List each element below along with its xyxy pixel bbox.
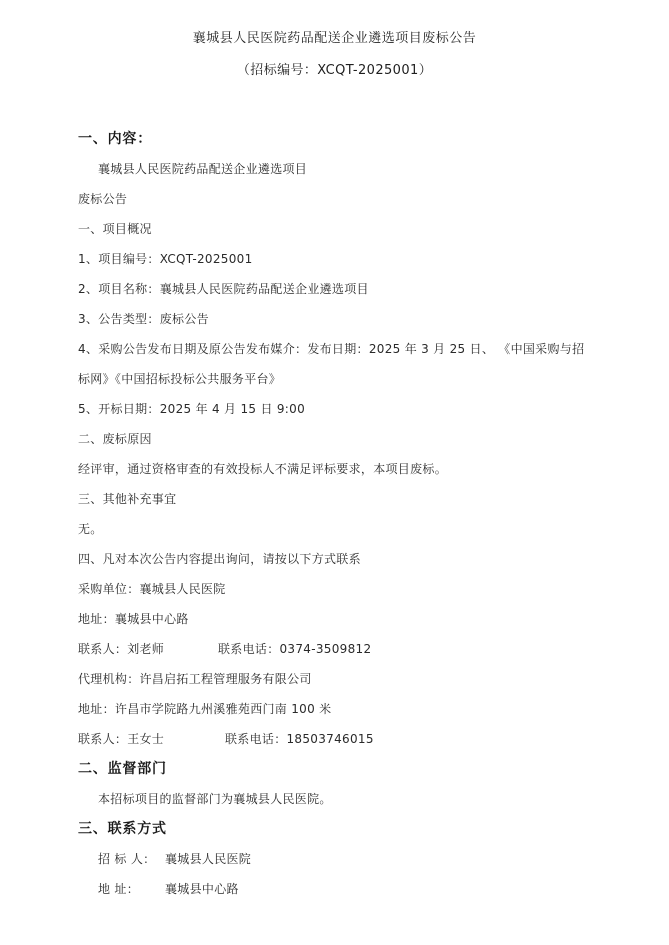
other-matters-text: 无。 — [78, 522, 103, 536]
bid-number-subtitle: （招标编号：XCQT-2025001） — [236, 63, 433, 78]
section-heading-supervision: 二、监督部门 — [78, 761, 167, 777]
section-heading-contact-info: 三、联系方式 — [78, 821, 167, 837]
agency-address-line: 地址：许昌市学院路九州溪雅苑西门南 100 米 — [78, 702, 332, 716]
publish-date-item-line2: 标网》《中国招标投标公共服务平台》 — [78, 372, 282, 386]
opening-date-item: 5、开标日期：2025 年 4 月 15 日 9:00 — [78, 402, 306, 416]
reason-text: 经评审，通过资格审查的有效投标人不满足评标要求，本项目废标。 — [78, 462, 448, 476]
purchaser-contact-person: 联系人：刘老师 — [78, 642, 165, 656]
agency-contact-person: 联系人：王女士 — [78, 732, 165, 746]
project-number-item: 1、项目编号：XCQT-2025001 — [78, 252, 253, 266]
document-title: 襄城县人民医院药品配送企业遴选项目废标公告 — [192, 31, 477, 46]
purchaser-address-line: 地址：襄城县中心路 — [78, 612, 189, 626]
purchaser-phone: 联系电话：0374-3509812 — [218, 642, 372, 656]
announcement-type-line: 废标公告 — [78, 192, 128, 206]
bidder-label: 招 标 人： — [98, 852, 156, 866]
announcement-type-item: 3、公告类型：废标公告 — [78, 312, 209, 326]
section-heading-content: 一、内容： — [78, 131, 152, 147]
address-label: 地 址： — [98, 882, 140, 896]
purchaser-line: 采购单位：襄城县人民医院 — [78, 582, 226, 596]
project-name-line: 襄城县人民医院药品配送企业遴选项目 — [98, 162, 308, 176]
other-matters-heading: 三、其他补充事宜 — [78, 492, 177, 506]
publish-date-item-line1: 4、采购公告发布日期及原公告发布媒介：发布日期：2025 年 3 月 25 日、 《中国采购与招 — [78, 342, 585, 356]
contact-heading: 四、凡对本次公告内容提出询问，请按以下方式联系 — [78, 552, 361, 566]
supervision-text: 本招标项目的监督部门为襄城县人民医院。 — [98, 792, 332, 806]
bidder-value: 襄城县人民医院 — [165, 852, 252, 866]
address-value: 襄城县中心路 — [165, 882, 239, 896]
overview-heading: 一、项目概况 — [78, 222, 152, 236]
reason-heading: 二、废标原因 — [78, 432, 152, 446]
project-name-item: 2、项目名称：襄城县人民医院药品配送企业遴选项目 — [78, 282, 369, 296]
agency-line: 代理机构：许昌启拓工程管理服务有限公司 — [78, 672, 312, 686]
agency-phone: 联系电话：18503746015 — [225, 732, 374, 746]
